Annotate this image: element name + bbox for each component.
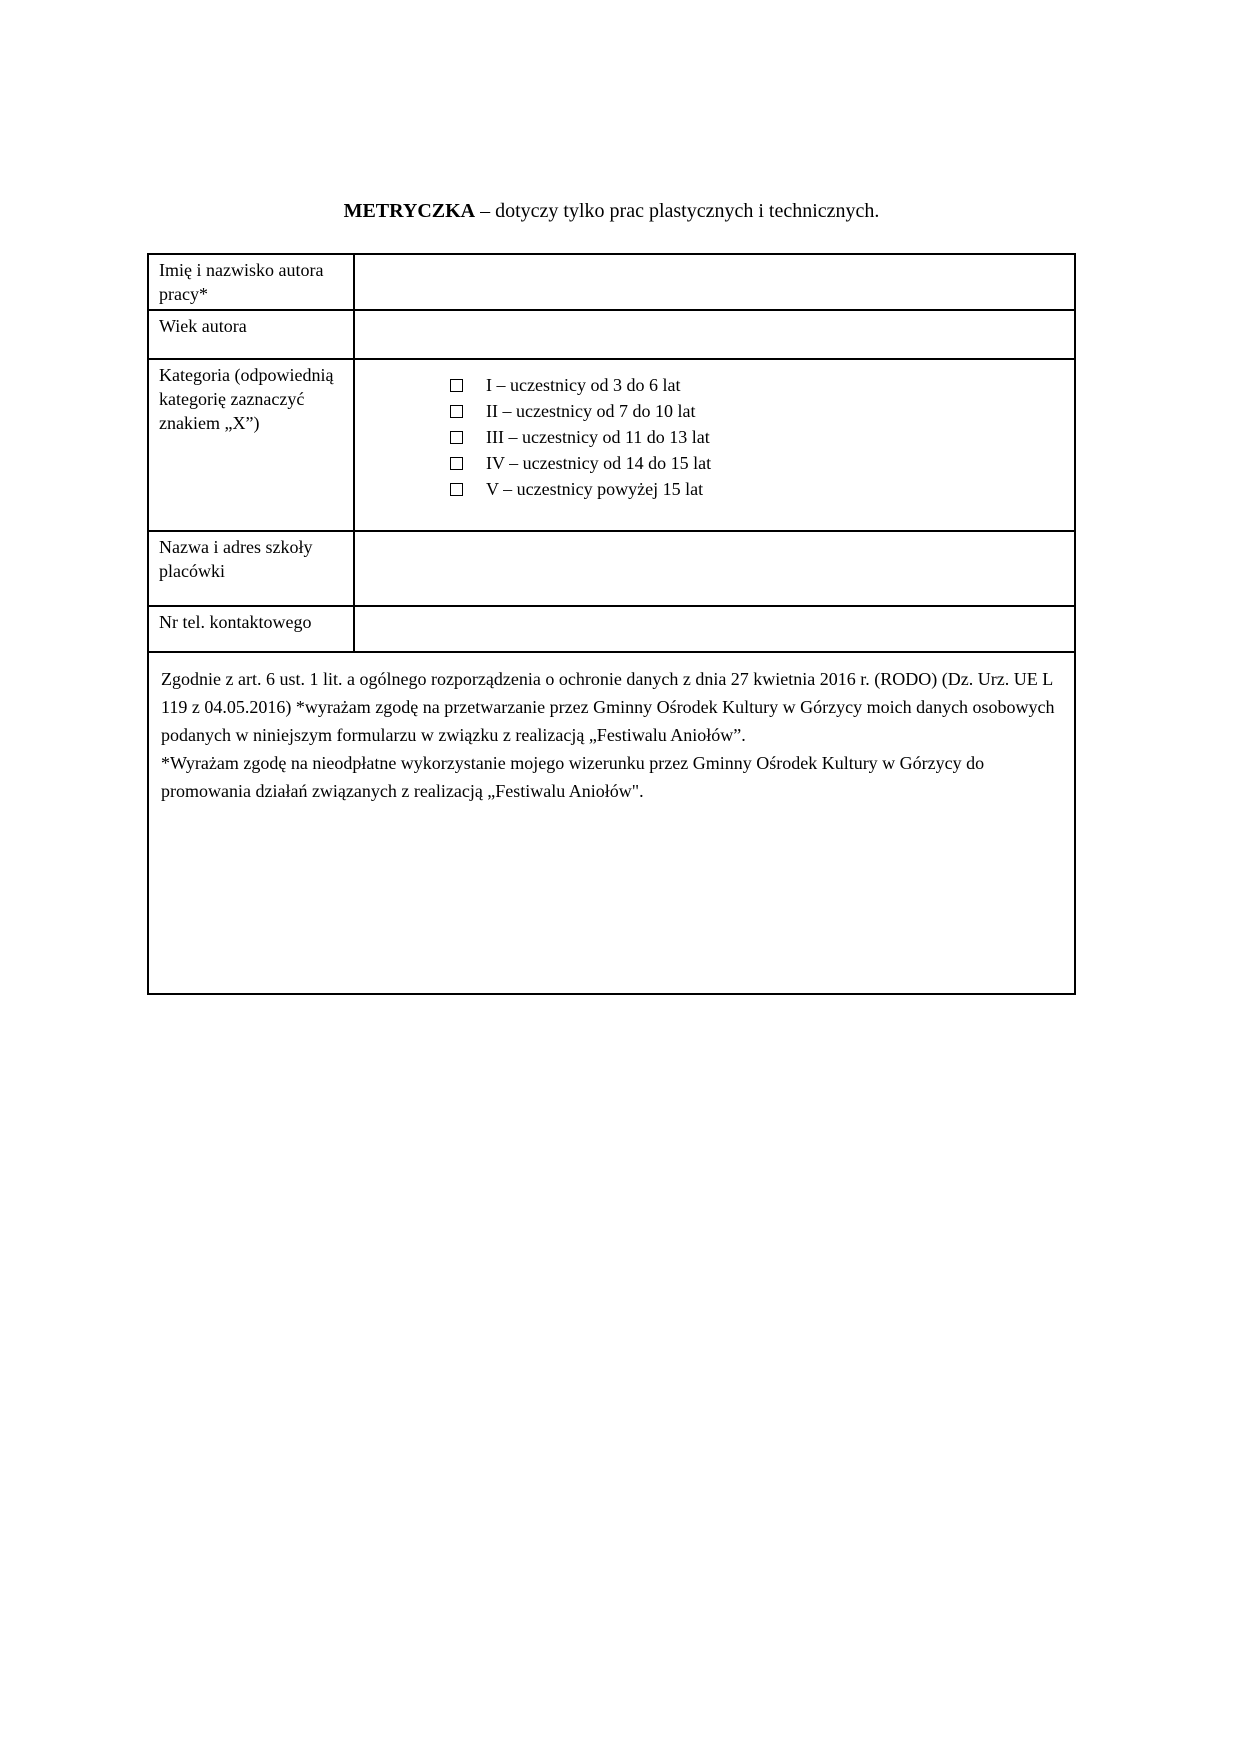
category-label: Kategoria (odpowiednią kategorię zaznaczyć znakiem „X”) [148, 359, 354, 531]
table-row-consent [148, 652, 1075, 994]
page-title [147, 200, 1076, 223]
category-option-5 [450, 476, 1066, 502]
author-name-label: Imię i nazwisko autora pracy* [148, 254, 354, 310]
table-row-phone [148, 606, 1075, 652]
checkbox-icon[interactable] [450, 431, 463, 444]
school-input-cell[interactable] [354, 531, 1075, 606]
category-option-1 [450, 372, 1066, 398]
table-row-author-age [148, 310, 1075, 359]
category-option-label: I – uczestnicy od 3 do 6 lat [486, 374, 681, 395]
table-row-school [148, 531, 1075, 606]
consent-paragraph-image: *Wyrażam zgodę na nieodpłatne wykorzystanie mojego wizerunku przez Gminny Ośrodek Kultury w Górzycy do promowania działań związanych z realizacją „Festiwalu Aniołów". [161, 753, 985, 801]
checkbox-icon[interactable] [450, 379, 463, 392]
category-option-label: II – uczestnicy od 7 do 10 lat [486, 400, 696, 421]
phone-input-cell[interactable] [354, 606, 1075, 652]
category-option-3 [450, 424, 1066, 450]
author-age-label: Wiek autora [148, 310, 354, 359]
author-name-input-cell[interactable] [354, 254, 1075, 310]
metryczka-form-table [147, 253, 1076, 995]
phone-label: Nr tel. kontaktowego [148, 606, 354, 652]
table-row-category [148, 359, 1075, 531]
category-options-cell [354, 359, 1075, 531]
consent-paragraph-rodo: Zgodnie z art. 6 ust. 1 lit. a ogólnego rozporządzenia o ochronie danych z dnia 27 kwietnia 2016 r. (RODO) (Dz. Urz. UE L 119 z 04.05.2016) *wyrażam zgodę na przetwarzanie przez Gminny Ośrodek Kultury w Górzycy moich danych osobowych podanych w niniejszym formularzu w związku z realizacją „Festiwalu Aniołów”. [161, 669, 1055, 745]
checkbox-icon[interactable] [450, 457, 463, 470]
checkbox-icon[interactable] [450, 405, 463, 418]
page-title-rest: – dotyczy tylko prac plastycznych i technicznych. [475, 200, 880, 222]
school-label: Nazwa i adres szkoły placówki [148, 531, 354, 606]
consent-cell [148, 652, 1075, 994]
checkbox-icon[interactable] [450, 483, 463, 496]
category-option-label: IV – uczestnicy od 14 do 15 lat [486, 452, 712, 473]
category-option-4 [450, 450, 1066, 476]
category-option-2 [450, 398, 1066, 424]
page-title-emphasis: METRYCZKA [343, 200, 476, 222]
category-options-list [363, 363, 1066, 502]
category-option-label: V – uczestnicy powyżej 15 lat [486, 478, 704, 499]
author-age-input-cell[interactable] [354, 310, 1075, 359]
category-option-label: III – uczestnicy od 11 do 13 lat [486, 426, 710, 447]
table-row-author-name [148, 254, 1075, 310]
